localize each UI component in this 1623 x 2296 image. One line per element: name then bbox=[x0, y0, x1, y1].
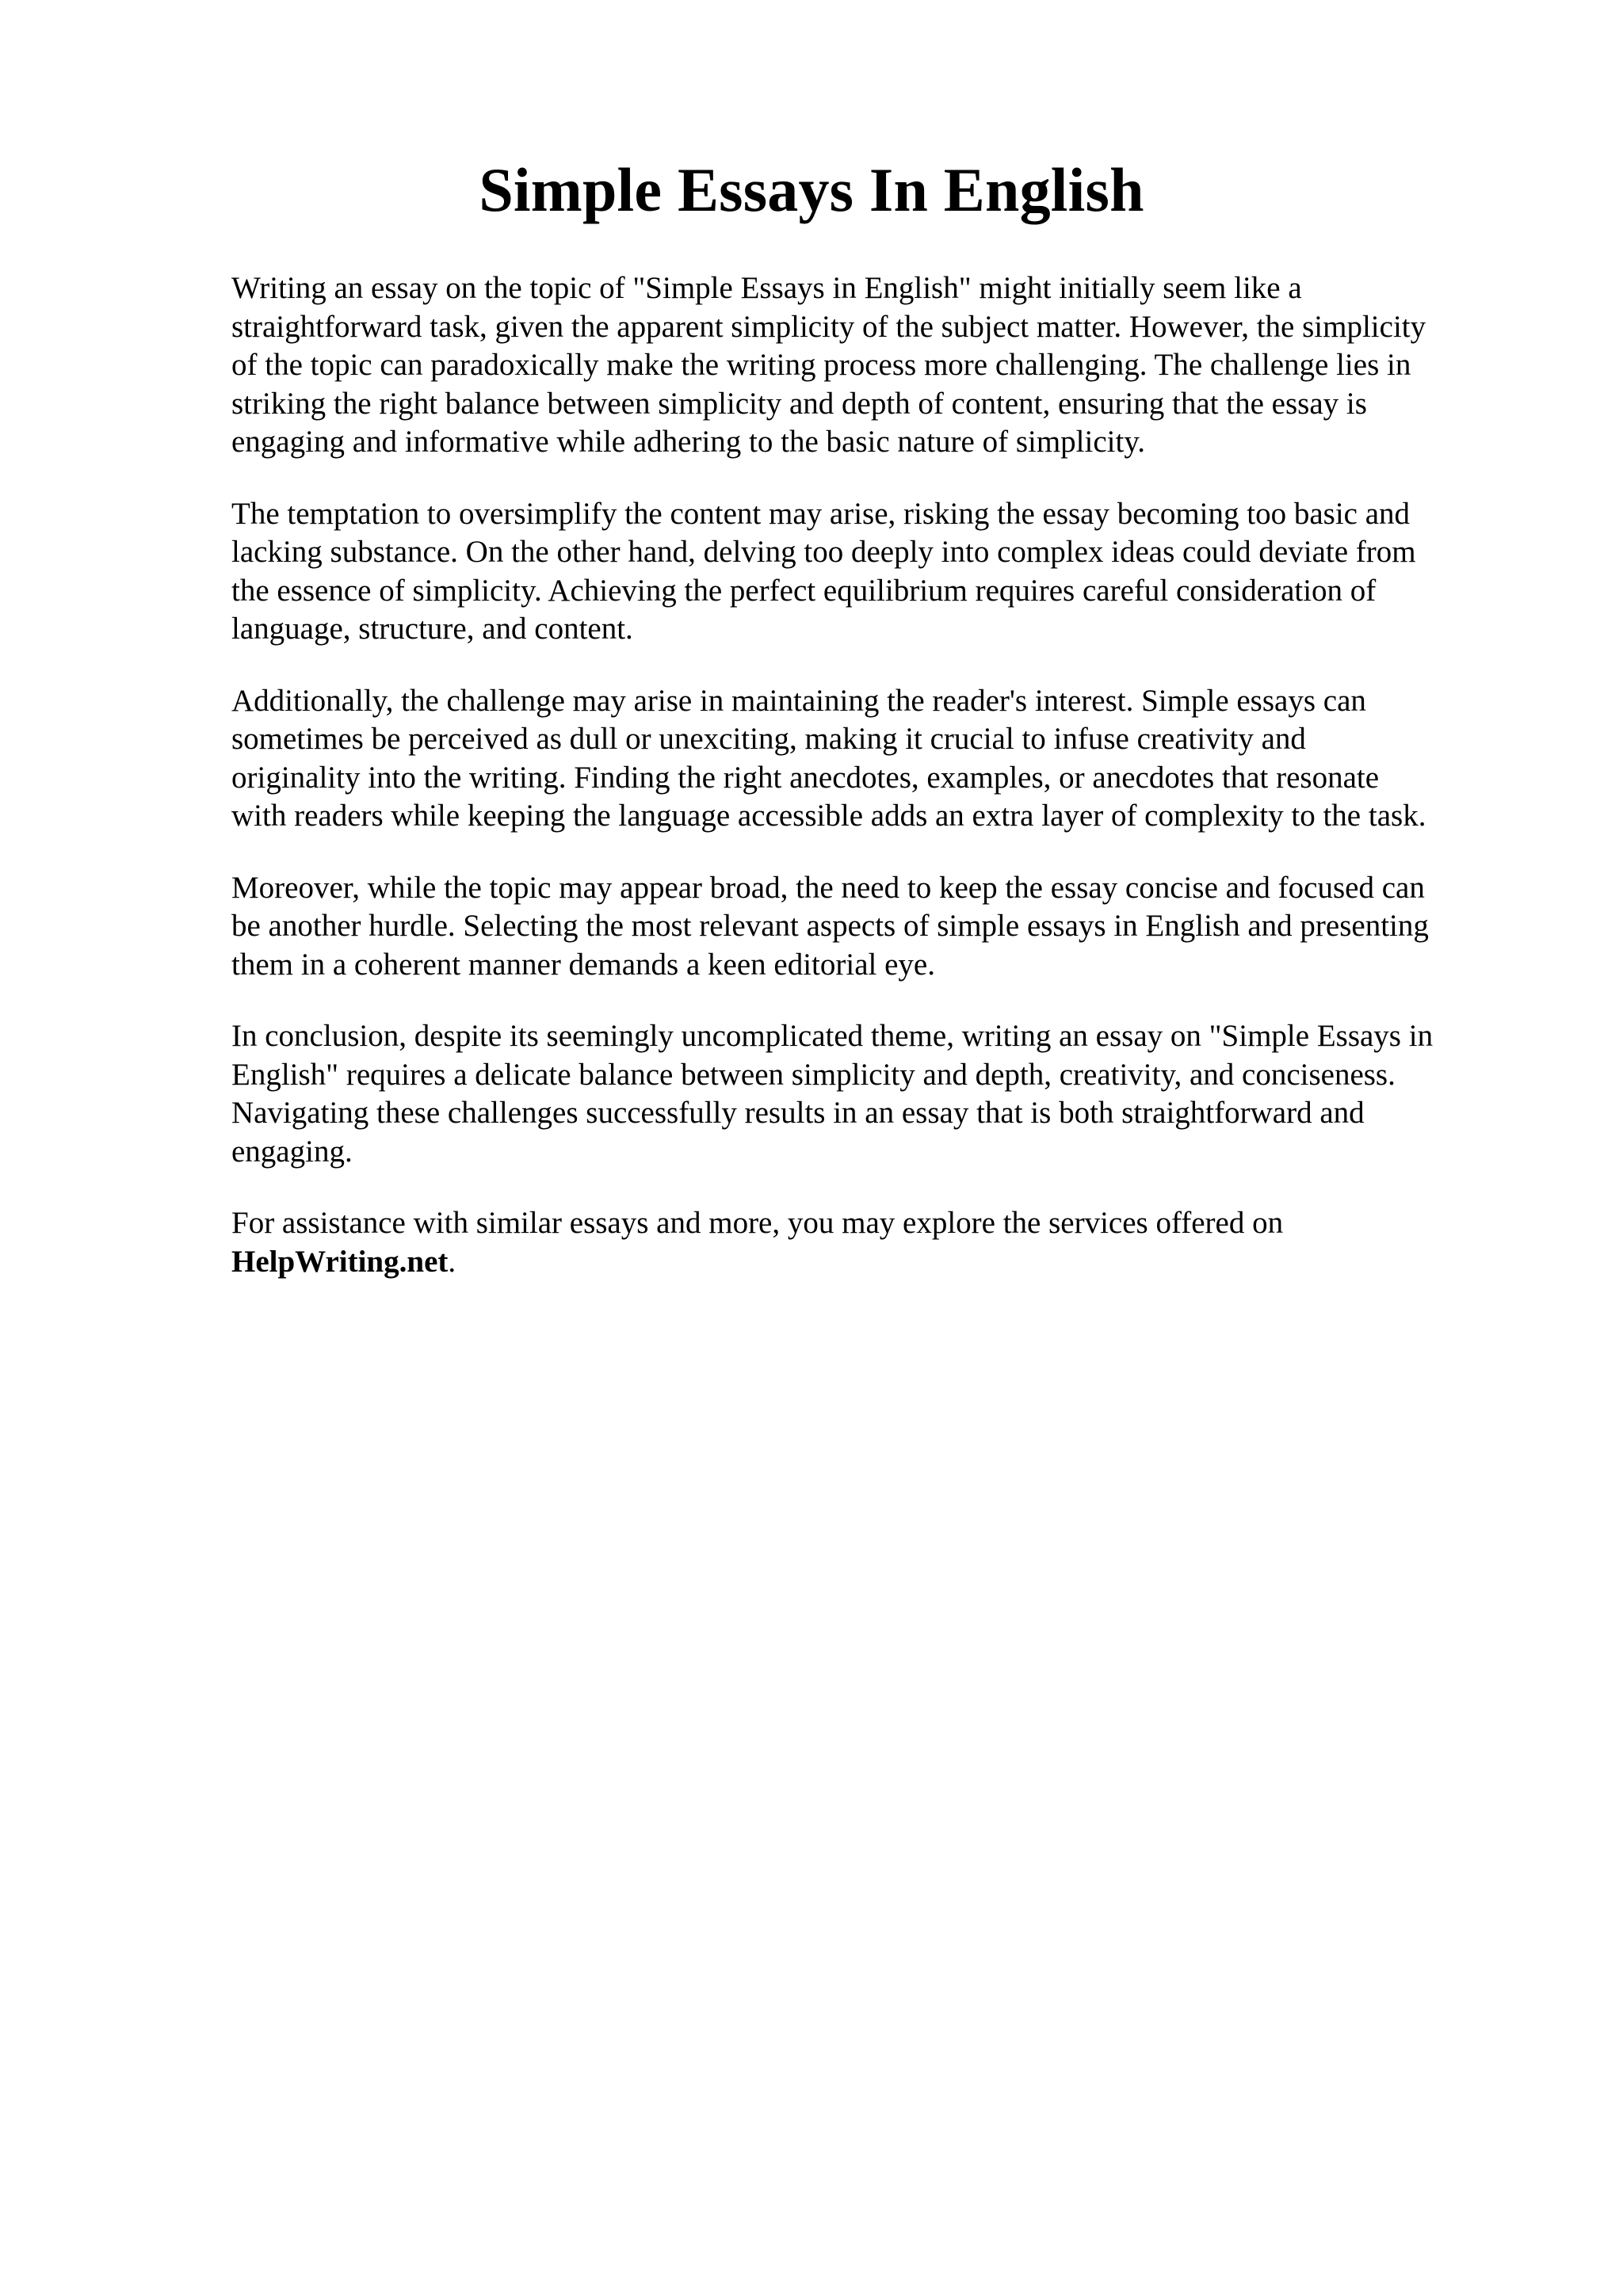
closing-paragraph bbox=[231, 1204, 1515, 1281]
text-line: be another hurdle. Selecting the most relevant aspects of simple essays in English and presenting bbox=[231, 909, 1429, 943]
text-line: of the topic can paradoxically make the writing process more challenging. The challenge lies in bbox=[231, 348, 1411, 382]
closing-period: . bbox=[448, 1244, 456, 1279]
text-line: The temptation to oversimplify the content may arise, risking the essay becoming too basic and bbox=[231, 496, 1411, 531]
text-line: straightforward task, given the apparent simplicity of the subject matter. However, the simplicity bbox=[231, 309, 1426, 344]
text-line: In conclusion, despite its seemingly uncomplicated theme, writing an essay on "Simple Essays in bbox=[231, 1019, 1434, 1053]
text-line bbox=[231, 1243, 1515, 1282]
paragraph-4 bbox=[231, 869, 1515, 985]
text-line: engaging and informative while adhering to the basic nature of simplicity. bbox=[231, 425, 1146, 459]
text-line: striking the right balance between simplicity and depth of content, ensuring that the essay is bbox=[231, 386, 1367, 421]
helpwriting-link[interactable]: HelpWriting.net bbox=[231, 1244, 449, 1279]
text-line: them in a coherent manner demands a keen editorial eye. bbox=[231, 947, 935, 982]
text-line: Writing an essay on the topic of "Simple Essays in English" might initially seem like a bbox=[231, 271, 1302, 305]
text-line: language, structure, and content. bbox=[231, 612, 633, 646]
text-line: Moreover, while the topic may appear broad, the need to keep the essay concise and focused can bbox=[231, 870, 1425, 905]
text-line: the essence of simplicity. Achieving the perfect equilibrium requires careful consideration of bbox=[231, 573, 1377, 608]
paragraph-2 bbox=[231, 495, 1515, 649]
text-line: engaging. bbox=[231, 1134, 353, 1169]
paragraph-3 bbox=[231, 682, 1515, 836]
text-line: For assistance with similar essays and more, you may explore the services offered on bbox=[231, 1206, 1284, 1240]
text-line: Navigating these challenges successfully results in an essay that is both straightforward and bbox=[231, 1096, 1365, 1130]
paragraph-5 bbox=[231, 1017, 1515, 1171]
page-title: Simple Essays In English bbox=[479, 155, 1144, 224]
essay-body bbox=[231, 269, 1515, 1314]
paragraph-1 bbox=[231, 269, 1515, 462]
text-line: lacking substance. On the other hand, delving too deeply into complex ideas could deviate from bbox=[231, 535, 1416, 569]
text-line: Additionally, the challenge may arise in maintaining the reader's interest. Simple essays can bbox=[231, 683, 1366, 718]
text-line: with readers while keeping the language accessible adds an extra layer of complexity to the task. bbox=[231, 799, 1426, 833]
text-line: originality into the writing. Finding the right anecdotes, examples, or anecdotes that resonate bbox=[231, 760, 1380, 795]
text-line: English" requires a delicate balance between simplicity and depth, creativity, and conciseness. bbox=[231, 1057, 1396, 1092]
text-line: sometimes be perceived as dull or unexciting, making it crucial to infuse creativity and bbox=[231, 722, 1306, 756]
